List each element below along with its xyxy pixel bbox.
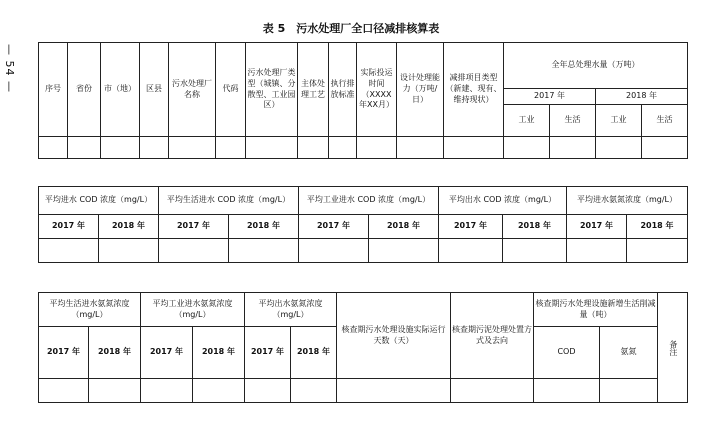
cell — [39, 137, 68, 159]
cell — [193, 379, 245, 403]
header-avg-outlet-cod: 平均出水 COD 浓度（mg/L） — [439, 187, 567, 215]
cell — [99, 239, 159, 263]
header-year: 2017 年 — [504, 89, 596, 105]
cell — [141, 379, 193, 403]
header-avg-outlet-ammonia: 平均出水氨氮浓度（mg/L） — [245, 293, 337, 327]
header-year: 2017 年 — [159, 215, 229, 239]
cell — [504, 137, 550, 159]
header-sludge-disposal: 核查期污泥处理处置方式及去向 — [451, 293, 534, 379]
header-province: 省份 — [68, 43, 101, 137]
header-standard: 执行排放标准 — [329, 43, 357, 137]
header-start-time: 实际投运时间（XXXX年XX月） — [357, 43, 397, 137]
header-code: 代码 — [216, 43, 246, 137]
cell — [329, 137, 357, 159]
header-county: 区县 — [140, 43, 169, 137]
cell — [216, 137, 246, 159]
cell — [101, 137, 140, 159]
cell — [642, 137, 688, 159]
header-project-type: 减排项目类型（新建、现有、维持现状） — [444, 43, 504, 137]
header-capacity: 设计处理能力（万吨/日） — [397, 43, 444, 137]
header-avg-inlet-cod: 平均进水 COD 浓度（mg/L） — [39, 187, 159, 215]
cell — [39, 379, 89, 403]
cell — [451, 379, 534, 403]
header-year: 2018 年 — [99, 215, 159, 239]
header-year: 2017 年 — [567, 215, 627, 239]
header-year: 2017 年 — [141, 327, 193, 379]
header-process: 主体处理工艺 — [298, 43, 329, 137]
cell — [596, 137, 642, 159]
cell — [369, 239, 439, 263]
cell — [68, 137, 101, 159]
header-year: 2018 年 — [89, 327, 141, 379]
header-industrial: 工业 — [504, 105, 550, 137]
header-industrial: 工业 — [596, 105, 642, 137]
cell — [169, 137, 216, 159]
cell — [627, 239, 688, 263]
cell — [140, 137, 169, 159]
header-year: 2017 年 — [299, 215, 369, 239]
header-domestic: 生活 — [550, 105, 596, 137]
header-year: 2018 年 — [627, 215, 688, 239]
header-avg-inlet-ammonia: 平均进水氨氮浓度（mg/L） — [567, 187, 688, 215]
page-number: — 54 — — [3, 44, 16, 93]
header-year: 2018 年 — [596, 89, 688, 105]
header-year: 2018 年 — [503, 215, 567, 239]
header-total-volume: 全年总处理水量（万吨） — [504, 43, 688, 89]
cell — [299, 239, 369, 263]
header-remark: 备注 — [658, 293, 688, 403]
header-city: 市（地） — [101, 43, 140, 137]
cell — [159, 239, 229, 263]
header-year: 2018 年 — [369, 215, 439, 239]
header-avg-industrial-inlet-cod: 平均工业进水 COD 浓度（mg/L） — [299, 187, 439, 215]
table-wastewater-basic — [38, 42, 688, 159]
header-plant-name: 污水处理厂名称 — [169, 43, 216, 137]
header-plant-type: 污水处理厂类型（城镇、分散型、工业园区） — [246, 43, 298, 137]
header-year: 2017 年 — [245, 327, 291, 379]
cell — [503, 239, 567, 263]
cell — [397, 137, 444, 159]
cell — [89, 379, 141, 403]
cell — [444, 137, 504, 159]
cell — [229, 239, 299, 263]
header-domestic: 生活 — [642, 105, 688, 137]
cell — [357, 137, 397, 159]
header-year: 2017 年 — [39, 215, 99, 239]
cell — [246, 137, 298, 159]
cell — [600, 379, 658, 403]
header-new-reduction: 核查期污水处理设施新增生活削减量（吨） — [534, 293, 658, 327]
header-year: 2017 年 — [39, 327, 89, 379]
cell — [39, 239, 99, 263]
cell — [291, 379, 337, 403]
cell — [298, 137, 329, 159]
cell — [534, 379, 600, 403]
header-year: 2017 年 — [439, 215, 503, 239]
header-operating-days: 核查期污水处理设施实际运行天数（天） — [337, 293, 451, 379]
table-title: 表 5 污水处理厂全口径减排核算表 — [262, 22, 440, 35]
cell — [245, 379, 291, 403]
header-ammonia: 氨氮 — [600, 327, 658, 379]
cell — [550, 137, 596, 159]
header-cod: COD — [534, 327, 600, 379]
header-serial: 序号 — [39, 43, 68, 137]
header-avg-domestic-inlet-ammonia: 平均生活进水氨氮浓度（mg/L） — [39, 293, 141, 327]
header-avg-domestic-inlet-cod: 平均生活进水 COD 浓度（mg/L） — [159, 187, 299, 215]
header-year: 2018 年 — [229, 215, 299, 239]
table-ammonia-reduction — [38, 292, 688, 403]
cell — [439, 239, 503, 263]
table-cod-ammonia — [38, 186, 688, 263]
header-avg-industrial-inlet-ammonia: 平均工业进水氨氮浓度（mg/L） — [141, 293, 245, 327]
header-year: 2018 年 — [291, 327, 337, 379]
header-year: 2018 年 — [193, 327, 245, 379]
cell — [337, 379, 451, 403]
cell — [567, 239, 627, 263]
